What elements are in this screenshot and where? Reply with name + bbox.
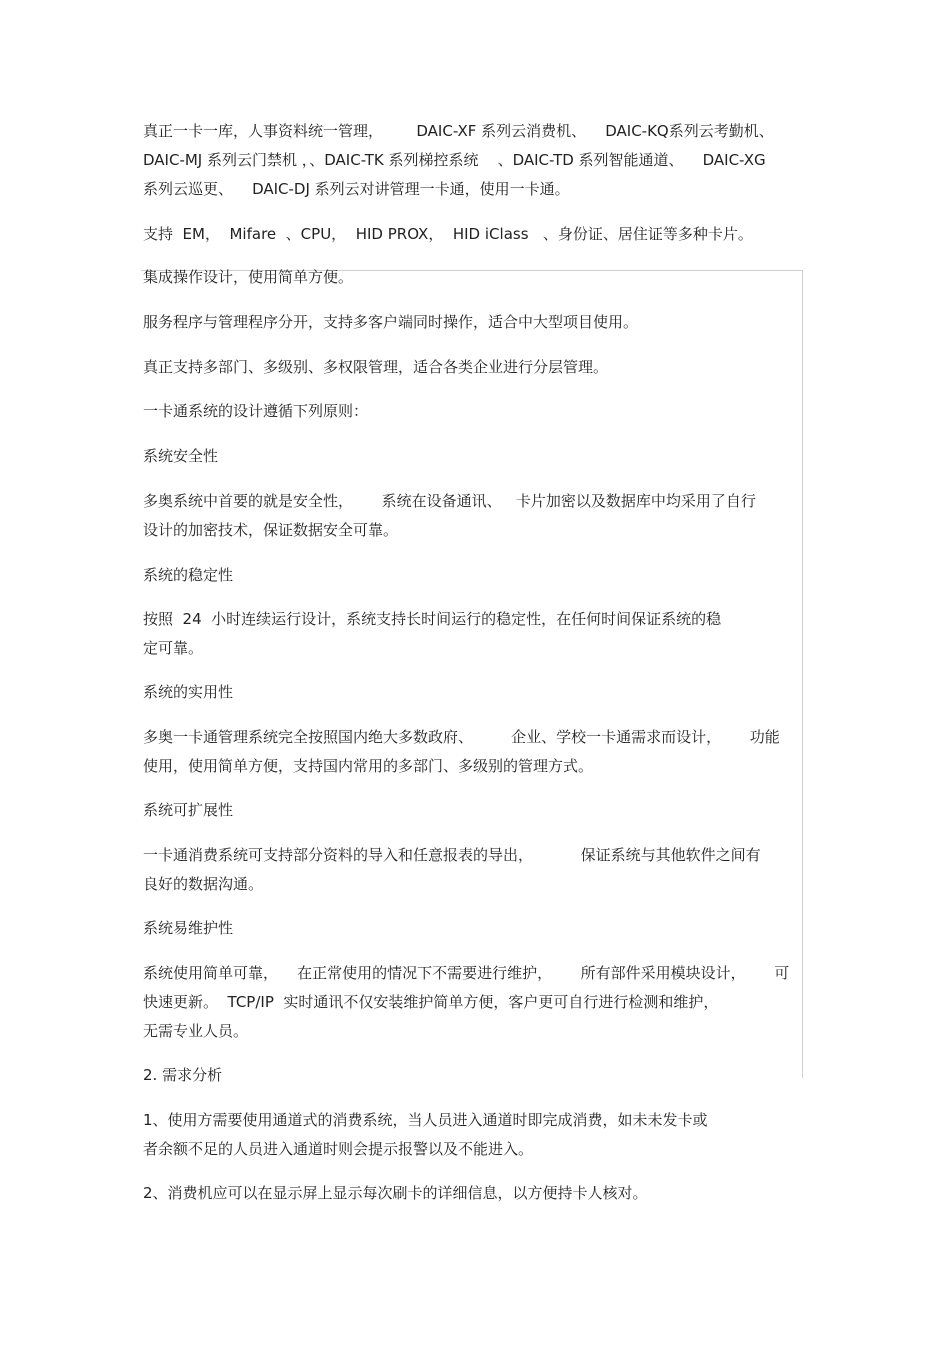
section-heading: 系统易维护性 [143,919,234,937]
text-line: 一卡通系统的设计遵循下列原则： [143,402,369,420]
text-line: 多奥一卡通管理系统完全按照国内绝大多数政府、 企业、学校一卡通需求而设计， 功能 [143,728,780,746]
text-line: 服务程序与管理程序分开，支持多客户端同时操作，适合中大型项目使用。 [143,313,639,331]
text-line: 定可靠。 [143,639,204,657]
text-line: 者余额不足的人员进入通道时则会提示报警以及不能进入。 [143,1140,534,1158]
text-line: 快速更新。 TCP/IP 实时通讯不仅安装维护简单方便，客户更可自行进行检测和维护， [143,993,719,1011]
section-heading: 系统的实用性 [143,683,234,701]
text-line: 使用，使用简单方便，支持国内常用的多部门、多级别的管理方式。 [143,757,594,775]
text-line: 设计的加密技术，保证数据安全可靠。 [143,521,399,539]
text-line: 真正支持多部门、多级别、多权限管理，适合各类企业进行分层管理。 [143,358,609,376]
text-line: 支持 EM， Mifare 、CPU， HID PROX， HID iClass 、身份证、居住证等多种卡片。 [143,225,753,243]
text-line: 1、使用方需要使用通道式的消费系统，当人员进入通道时即完成消费，如未未发卡或 [143,1111,708,1129]
text-line: 真正一卡一库，人事资料统一管理， DAIC-XF 系列云消费机、 DAIC-KQ系列云考勤机、 [143,122,774,140]
text-line: 系列云巡更、 DAIC-DJ 系列云对讲管理一卡通，使用一卡通。 [143,180,570,198]
section-heading: 2. 需求分析 [143,1066,223,1084]
text-line: 无需专业人员。 [143,1022,249,1040]
text-line: DAIC-MJ 系列云门禁机 ，、DAIC-TK 系列梯控系统 、DAIC-TD 系列智能通道、 DAIC-XG [143,151,766,169]
content-frame [141,270,803,1078]
section-heading: 系统安全性 [143,447,219,465]
text-line: 系统使用简单可靠， 在正常使用的情况下不需要进行维护， 所有部件采用模块设计， 可 [143,964,790,982]
text-line: 集成操作设计，使用简单方便。 [143,268,354,286]
section-heading: 系统可扩展性 [143,801,234,819]
text-line: 良好的数据沟通。 [143,875,264,893]
text-line: 2、消费机应可以在显示屏上显示每次刷卡的详细信息，以方便持卡人核对。 [143,1184,648,1202]
text-line: 一卡通消费系统可支持部分资料的导入和任意报表的导出， 保证系统与其他软件之间有 [143,846,761,864]
text-line: 按照 24 小时连续运行设计，系统支持长时间运行的稳定性，在任何时间保证系统的稳 [143,610,722,628]
text-line: 多奥系统中首要的就是安全性， 系统在设备通讯、 卡片加密以及数据库中均采用了自行 [143,492,756,510]
section-heading: 系统的稳定性 [143,566,234,584]
